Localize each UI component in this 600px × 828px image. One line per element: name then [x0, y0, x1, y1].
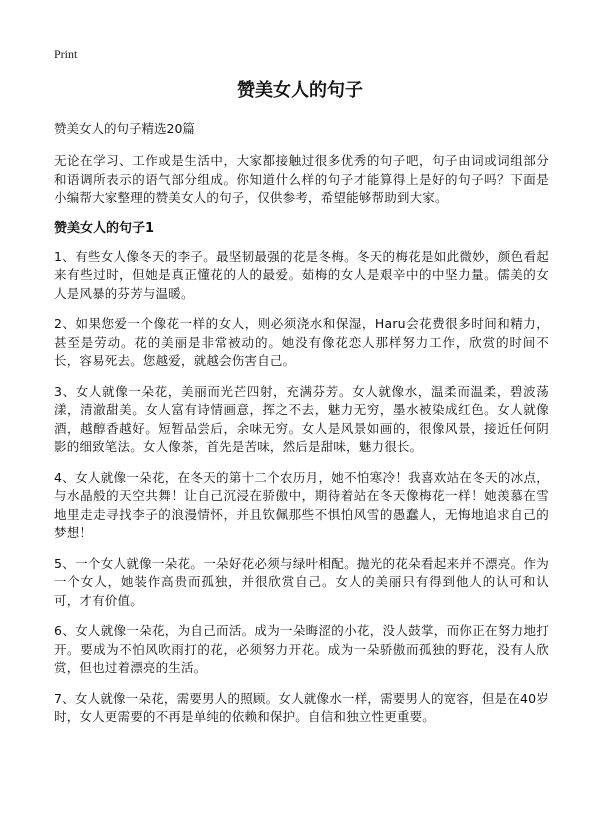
paragraph-5: 5、一个女人就像一朵花。一朵好花必须与绿叶相配。抛光的花朵看起来并不漂亮。作为一个女人，她装作高贵而孤独，并很欣赏自己。女人的美丽只有得到他人的认可和认可，才有价值。	[54, 555, 549, 608]
paragraph-3: 3、女人就像一朵花，美丽而光芒四射，充满芬芳。女人就像水，温柔而温柔，碧波荡漾，清澈甜美。女人富有诗情画意，挥之不去，魅力无穷，墨水被染成红色。女人就像酒，越醇香越好。短暂品尝后，余味无穷。女人是风景如画的，很像风景，接近任何阴影的细致笔法。女人像茶，首先是苦味，然后是甜味，魅力很长。	[54, 383, 549, 454]
paragraph-1: 1、有些女人像冬天的李子。最坚韧最强的花是冬梅。冬天的梅花是如此微妙，颜色看起来有些过时，但她是真正懂花的人的最爱。茹梅的女人是艰辛中的中坚力量。儒美的女人是风暴的芬芳与温暖。	[54, 248, 549, 301]
paragraph-2: 2、如果您爱一个像花一样的女人，则必须浇水和保湿，Haru会花费很多时间和精力，甚至是劳动。花的美丽是非常被动的。她没有像花恋人那样努力工作，欣赏的时间不长，容易死去。您越爱，就越会伤害自己。	[54, 316, 549, 368]
page-title: 赞美女人的句子	[237, 80, 363, 101]
document-body	[54, 120, 549, 739]
section-heading: 赞美女人的句子1	[54, 220, 155, 236]
print-link[interactable]: Print	[54, 47, 78, 61]
paragraph-7: 7、女人就像一朵花，需要男人的照顾。女人就像水一样，需要男人的宽容，但是在40岁时，女人更需要的不再是单纯的依赖和保护。自信和独立性更重要。	[54, 690, 549, 724]
paragraph-4: 4、女人就像一朵花，在冬天的第十二个农历月，她不怕寒冷！我喜欢站在冬天的冰点，与水晶般的天空共舞！让自己沉浸在骄傲中，期待着站在冬天像梅花一样！她羡慕在雪地里走走寻找李子的浪漫情怀，并且钦佩那些不惧怕风雪的愚蠢人，无悔地追求自己的梦想！	[54, 469, 549, 540]
paragraph-6: 6、女人就像一朵花，为自己而活。成为一朵晦涩的小花，没人鼓掌，而你正在努力地打开。要成为不怕风吹雨打的花，必须努力开花。成为一朵骄傲而孤独的野花，没有人欣赏，但也过着漂亮的生活。	[54, 623, 549, 675]
intro-paragraph: 无论在学习、工作或是生活中，大家都接触过很多优秀的句子吧，句子由词或词组部分和语调所表示的语气部分组成。你知道什么样的句子才能算得上是好的句子吗？下面是小编帮大家整理的赞美女人的句子，仅供参考，希望能够帮助到大家。	[54, 153, 549, 205]
document-subtitle: 赞美女人的句子精选20篇	[54, 121, 195, 136]
